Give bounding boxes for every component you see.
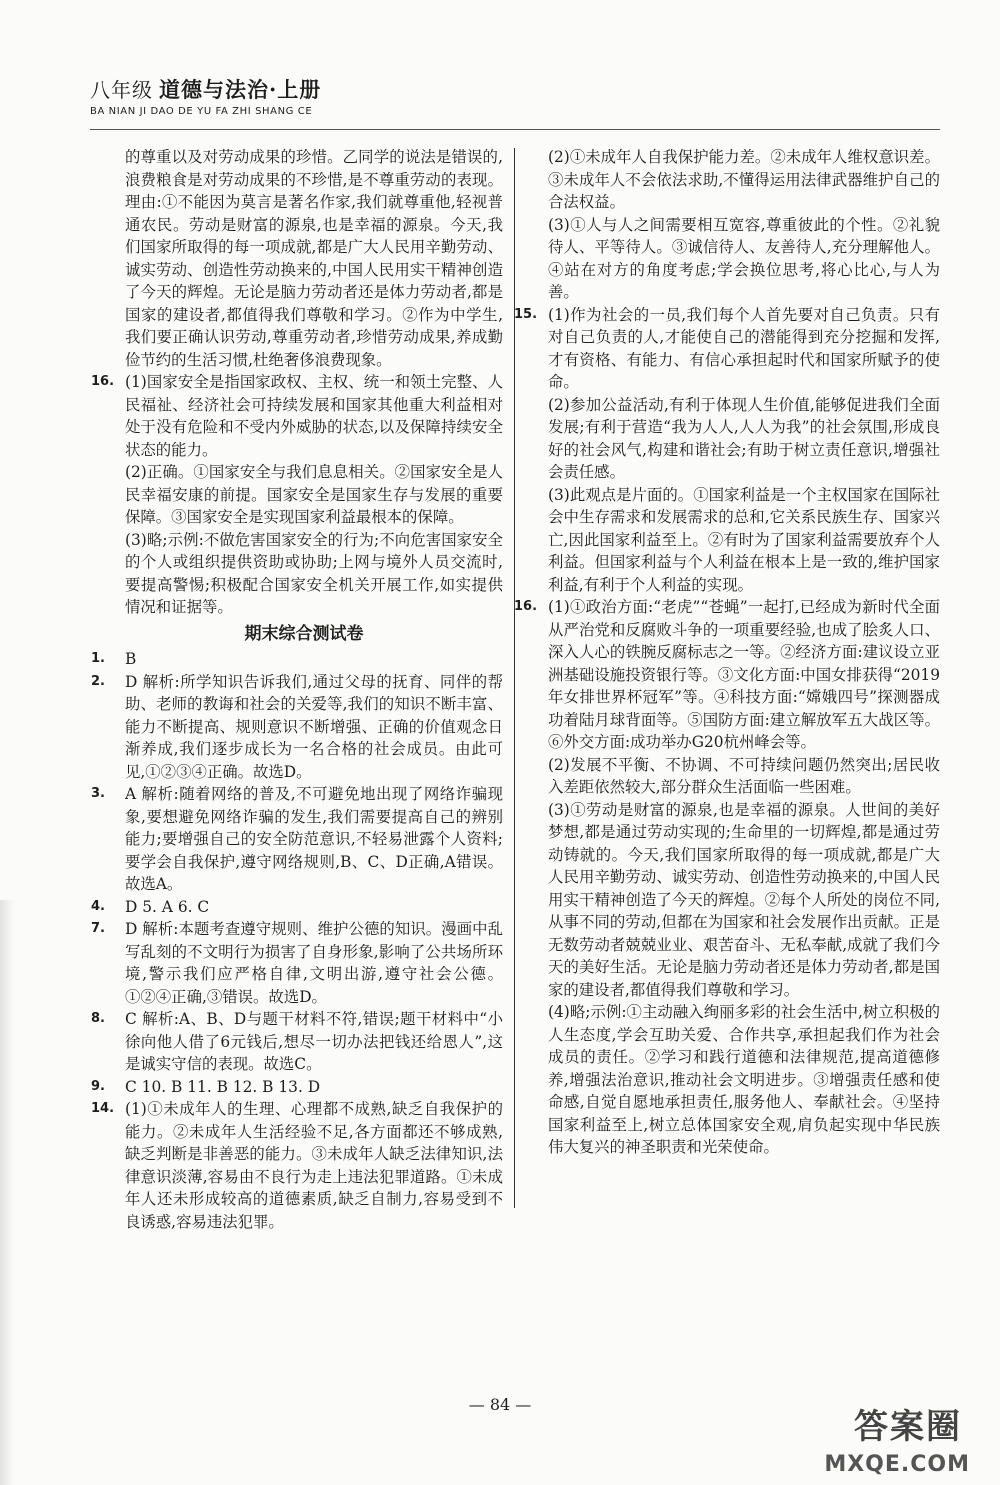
question-number: 15. bbox=[514, 306, 538, 322]
question-number: 9. bbox=[91, 1078, 105, 1094]
answer-paragraph: (2)参加公益活动,有利于体现人生价值,能够促进我们全面发展;有利于营造“我为人人,人人为我”的社会氛围,形成良好的社会风气,构建和谐社会;有助于树立责任意识,增强社会责任感。 bbox=[548, 395, 940, 481]
answer-text: C 10. B 11. B 12. B 13. D bbox=[125, 1077, 321, 1096]
answer-text: D 解析:本题考查遵守规则、维护公德的知识。漫画中乱写乱刻的不文明行为损害了自身形象,影响了公共场所环境,警示我们应严格自律,文明出游,遵守社会公德。①②④正确,③错误。故选D。 bbox=[125, 920, 503, 1006]
answer-2 bbox=[91, 671, 503, 784]
scan-edge-shadow bbox=[0, 900, 14, 1485]
watermark-logo-text: 答案圈 bbox=[854, 1407, 962, 1447]
answer-8 bbox=[91, 1008, 503, 1076]
answer-text: D 5. A 6. C bbox=[125, 897, 210, 916]
answer-text: C 解析:A、B、D与题干材料不符,错误;题干材料中“小徐向他人借了6元钱后,想尽一切办法把钱还给恩人”,这是诚实守信的表现。故选C。 bbox=[125, 1010, 503, 1073]
answer-paragraph: (1)①政治方面:“老虎”“苍蝇”一起打,已经成为新时代全面从严治党和反腐败斗争的一项重要经验,也成了脍炙人口、深入人心的铁腕反腐标志之一等。②经济方面:建议设立亚洲基础设施投资银行等。③文化方面:中国女排获得“2019年女排世界杯冠军”等。④科技方面:“嫦娥四号”探测器成功着陆月球背面等。⑤国防方面:建立解放军五大战区等。⑥外交方面:成功举办G20杭州峰会等。 bbox=[548, 598, 940, 751]
question-number: 2. bbox=[91, 673, 105, 689]
question-number: 1. bbox=[91, 651, 105, 666]
book-name: 道德与法治·上册 bbox=[159, 77, 322, 102]
site-watermark bbox=[810, 1399, 970, 1477]
answer-7 bbox=[91, 918, 503, 1008]
answer-14-continued bbox=[528, 146, 940, 304]
question-number: 7. bbox=[91, 921, 105, 936]
answer-16 bbox=[514, 596, 940, 1159]
question-number: 16. bbox=[91, 374, 115, 389]
question-number: 4. bbox=[91, 898, 105, 914]
answer-paragraph: 的尊重以及对劳动成果的珍惜。乙同学的说法是错误的,浪费粮食是对劳动成果的不珍惜,是不尊重劳动的表现。理由:①不能因为莫言是著名作家,我们就尊重他,轻视普通农民。劳动是财富的源泉,也是幸福的源泉。今天,我们国家所取得的每一项成就,都是广大人民用辛勤劳动、诚实劳动、创造性劳动换来的,中国人民用实干精神创造了今天的辉煌。无论是脑力劳动者还是体力劳动者,都是国家的建设者,都值得我们尊敬和学习。②作为中学生,我们要正确认识劳动,尊重劳动者,珍惜劳动成果,养成勤俭节约的生活习惯,杜绝奢侈浪费现象。 bbox=[125, 148, 503, 369]
answer-15 bbox=[514, 304, 940, 597]
answer-4-6 bbox=[91, 896, 503, 919]
grade-label: 八年级 bbox=[90, 78, 153, 102]
answer-text: (1)①未成年人的生理、心理都不成熟,缺乏自我保护的能力。②未成年人生活经验不足,各方面都还不够成熟,缺乏判断是非善恶的能力。③未成年人缺乏法律知识,法律意识淡薄,容易由不良行为走上违法犯罪道路。①未成年人还未形成较高的道德素质,缺乏自制力,容易受到不良诱惑,容易违法犯罪。 bbox=[125, 1100, 503, 1231]
page-number: — 84 — bbox=[468, 1395, 532, 1414]
left-column bbox=[91, 146, 503, 1233]
question-number: 14. bbox=[91, 1101, 115, 1116]
answer-paragraph: (1)国家安全是指国家政权、主权、统一和领土完整、人民福祉、经济社会可持续发展和国家其他重大利益相对处于没有危险和不受内外威胁的状态,以及保障持续安全状态的能力。 bbox=[125, 373, 503, 459]
right-column bbox=[514, 146, 940, 1159]
header-divider bbox=[90, 129, 940, 130]
answer-paragraph: (2)正确。①国家安全与我们息息相关。②国家安全是人民幸福安康的前提。国家安全是国家生存与发展的重要保障。③国家安全是实现国家利益最根本的保障。 bbox=[125, 463, 503, 526]
answer-text: B bbox=[125, 650, 137, 668]
answer-paragraph: (3)①劳动是财富的源泉,也是幸福的源泉。人世间的美好梦想,都是通过劳动实现的;生命里的一切辉煌,都是通过劳动铸就的。今天,我们国家所取得的每一项成就,都是广大人民用辛勤劳动、诚实劳动、创造性劳动换来的,中国人民用实干精神创造了今天的辉煌。②每个人所处的岗位不同,从事不同的劳动,但都在为国家和社会发展作出贡献。正是无数劳动者兢兢业业、艰苦奋斗、无私奉献,成就了我们今天的美好生活。无论是脑力劳动者还是体力劳动者,都是国家的建设者,都值得我们尊敬和学习。 bbox=[548, 800, 940, 999]
running-header bbox=[90, 74, 321, 117]
answer-paragraph: (2)①未成年人自我保护能力差。②未成年人维权意识差。③未成年人不会依法求助,不懂得运用法律武器维护自己的合法权益。 bbox=[548, 148, 940, 211]
answer-3 bbox=[91, 783, 503, 896]
book-title bbox=[90, 74, 321, 104]
question-number: 3. bbox=[91, 786, 105, 801]
answer-1 bbox=[91, 648, 503, 671]
answer-paragraph: (4)略;示例:①主动融入绚丽多彩的社会生活中,树立积极的人生态度,学会互助关爱、合作共享,承担起我们作为社会成员的责任。②学习和践行道德和法律规范,提高道德修养,增强法治意识,推动社会文明进步。③增强责任感和使命感,自觉自愿地承担责任,服务他人、奉献社会。④坚持国家利益至上,树立总体国家安全观,肩负起实现中华民族伟大复兴的神圣职责和光荣使命。 bbox=[548, 1003, 940, 1156]
section-title: 期末综合测试卷 bbox=[244, 623, 364, 644]
watermark-url: MXQE.COM bbox=[824, 1452, 970, 1477]
answer-9-13 bbox=[91, 1076, 503, 1099]
answer-paragraph: (3)①人与人之间需要相互宽容,尊重彼此的个性。②礼貌待人、平等待人。③诚信待人、友善待人,充分理解他人。④站在对方的角度考虑;学会换位思考,将心比心,与人为善。 bbox=[548, 215, 940, 301]
answer-14 bbox=[91, 1098, 503, 1233]
answer-text: A 解析:随着网络的普及,不可避免地出现了网络诈骗现象,要想避免网络诈骗的发生,我们需要提高自己的辨别能力;要增强自己的安全防范意识,不轻易泄露个人资料;要学会自我保护,遵守网络规则,B、C、D正确,A错误。故选A。 bbox=[125, 785, 503, 893]
book-pinyin: BA NIAN JI DAO DE YU FA ZHI SHANG CE bbox=[90, 106, 313, 117]
answer-paragraph: (2)发展不平衡、不协调、不可持续问题仍然突出;居民收入差距依然较大,部分群众生活面临一些困难。 bbox=[548, 755, 940, 796]
answer-paragraph: (1)作为社会的一员,我们每个人首先要对自己负责。只有对自己负责的人,才能使自己的潜能得到充分挖掘和发挥,才有资格、有能力、有信心承担起时代和国家所赋予的使命。 bbox=[548, 305, 940, 391]
question-number: 8. bbox=[91, 1011, 105, 1026]
answer-paragraph: (3)此观点是片面的。①国家利益是一个主权国家在国际社会中生存需求和发展需求的总和,它关系民族生存、国家兴亡,因此国家利益至上。②有时为了国家利益需要放弃个人利益。但国家利益与个人利益在根本上是一致的,维护国家利益,有利于个人利益的实现。 bbox=[548, 485, 940, 594]
answer-13-continued bbox=[105, 146, 503, 371]
answer-16-first-paper bbox=[91, 371, 503, 619]
answer-text: D 解析:所学知识告诉我们,通过父母的抚育、同伴的帮助、老师的教诲和社会的关爱等,我们的知识不断丰富、能力不断提高、规则意识不断增强、正确的价值观念日渐养成,我们逐步成长为一名合格的社会成员。由此可见,①②③④正确。故选D。 bbox=[125, 672, 503, 781]
question-number: 16. bbox=[514, 599, 538, 614]
answer-paragraph: (3)略;示例:不做危害国家安全的行为;不向危害国家安全的个人或组织提供资助或协助;上网与境外人员交流时,要提高警惕;积极配合国家安全机关开展工作,如实提供情况和证据等。 bbox=[125, 530, 503, 616]
